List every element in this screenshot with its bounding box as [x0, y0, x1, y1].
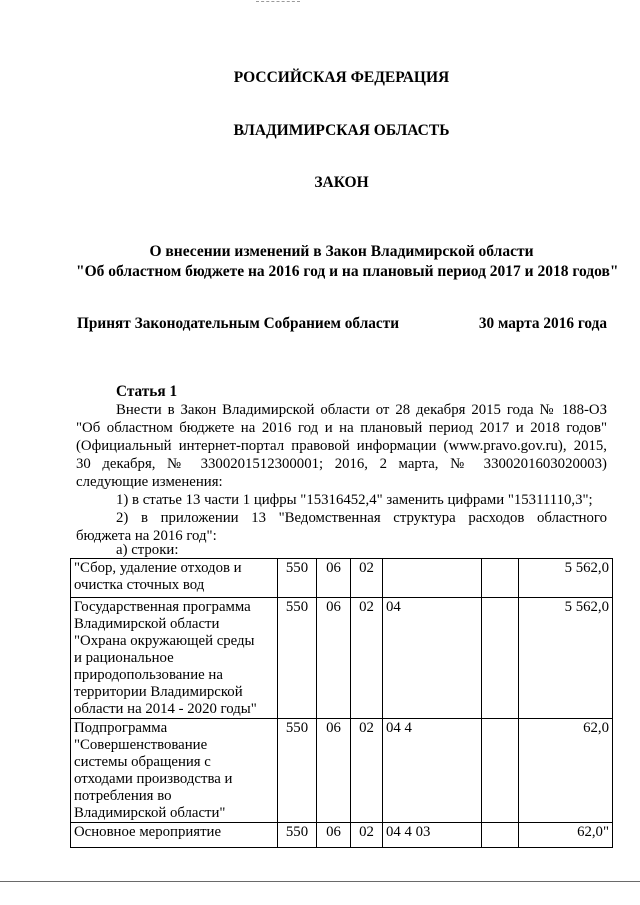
expense-type-cell	[482, 719, 519, 823]
table-row	[71, 823, 613, 848]
ministry-code-cell: 550	[278, 823, 317, 848]
article-intro-line: 30 декабря, № 3300201512300001; 2016, 2 марта, № 3300201603020003)	[76, 456, 607, 472]
law-title-line-1: О внесении изменений в Закон Владимирской области	[149, 243, 534, 260]
article-intro-line: "Об областном бюджете на 2016 год и на плановый период 2017 и 2018 годов"	[76, 420, 607, 436]
table-row	[71, 719, 613, 823]
row-name-line: Подпрограмма	[74, 720, 168, 736]
section-cell: 06	[317, 823, 351, 848]
row-name-line: "Сбор, удаление отходов и	[74, 560, 242, 576]
article-heading: Статья 1	[116, 383, 178, 400]
row-name-line: отходами производства и	[74, 771, 233, 787]
target-article-cell: 04	[383, 598, 482, 719]
article-item-2-line: бюджета на 2016 год":	[76, 528, 217, 544]
subsection-cell: 02	[351, 559, 383, 598]
row-name-line: потребления во	[74, 788, 172, 804]
amount-cell: 62,0"	[519, 823, 613, 848]
section-cell: 06	[317, 719, 351, 823]
amount-cell: 5 562,0	[519, 598, 613, 719]
budget-table	[70, 558, 613, 848]
article-item-1: 1) в статье 13 части 1 цифры "15316452,4" заменить цифрами "15311110,3";	[116, 492, 593, 508]
table-row	[71, 559, 613, 598]
section-cell: 06	[317, 559, 351, 598]
adoption-date: 30 марта 2016 года	[478, 315, 607, 332]
amount-cell: 62,0	[519, 719, 613, 823]
article-item-2-line: 2) в приложении 13 "Ведомственная структура расходов областного	[116, 510, 607, 526]
article-subitem-a: а) строки:	[116, 542, 179, 558]
row-name-cell	[71, 823, 278, 848]
row-name-line: территории Владимирской	[74, 684, 243, 700]
adopted-by-text: Принят Законодательным Собранием области	[77, 315, 400, 332]
country-heading: РОССИЙСКАЯ ФЕДЕРАЦИЯ	[233, 69, 450, 86]
scan-artifact-top	[256, 1, 300, 2]
row-name-cell	[71, 719, 278, 823]
article-intro-line: Внести в Закон Владимирской области от 28 декабря 2015 года № 188-ОЗ	[116, 402, 607, 418]
region-heading: ВЛАДИМИРСКАЯ ОБЛАСТЬ	[233, 122, 450, 139]
article-intro-line: следующие изменения:	[76, 474, 223, 490]
target-article-cell	[383, 559, 482, 598]
expense-type-cell	[482, 823, 519, 848]
subsection-cell: 02	[351, 823, 383, 848]
row-name-cell	[71, 598, 278, 719]
subsection-cell: 02	[351, 598, 383, 719]
target-article-cell: 04 4	[383, 719, 482, 823]
row-name-line: Государственная программа	[74, 599, 251, 615]
row-name-line: "Охрана окружающей среды	[74, 633, 255, 649]
row-name-line: очистка сточных вод	[74, 577, 205, 593]
law-title-line-2: "Об областном бюджете на 2016 год и на плановый период 2017 и 2018 годов"	[76, 263, 619, 280]
row-name-line: "Совершенствование	[74, 737, 208, 753]
target-article-cell: 04 4 03	[383, 823, 482, 848]
row-name-line: Основное мероприятие	[74, 824, 222, 840]
ministry-code-cell: 550	[278, 559, 317, 598]
table-row	[71, 598, 613, 719]
row-name-line: природопользование на	[74, 667, 223, 683]
scan-edge-line	[0, 881, 640, 882]
row-name-line: системы обращения с	[74, 754, 211, 770]
expense-type-cell	[482, 559, 519, 598]
article-intro-line: (Официальный интернет-портал правовой информации (www.pravo.gov.ru), 2015,	[76, 438, 607, 454]
row-name-line: Владимирской области	[74, 616, 220, 632]
row-name-line: и рациональное	[74, 650, 174, 666]
ministry-code-cell: 550	[278, 719, 317, 823]
amount-cell: 5 562,0	[519, 559, 613, 598]
section-cell: 06	[317, 598, 351, 719]
row-name-cell	[71, 559, 278, 598]
document-type-heading: ЗАКОН	[314, 174, 369, 191]
row-name-line: Владимирской области"	[74, 805, 226, 821]
ministry-code-cell: 550	[278, 598, 317, 719]
subsection-cell: 02	[351, 719, 383, 823]
expense-type-cell	[482, 598, 519, 719]
row-name-line: области на 2014 - 2020 годы"	[74, 701, 257, 717]
